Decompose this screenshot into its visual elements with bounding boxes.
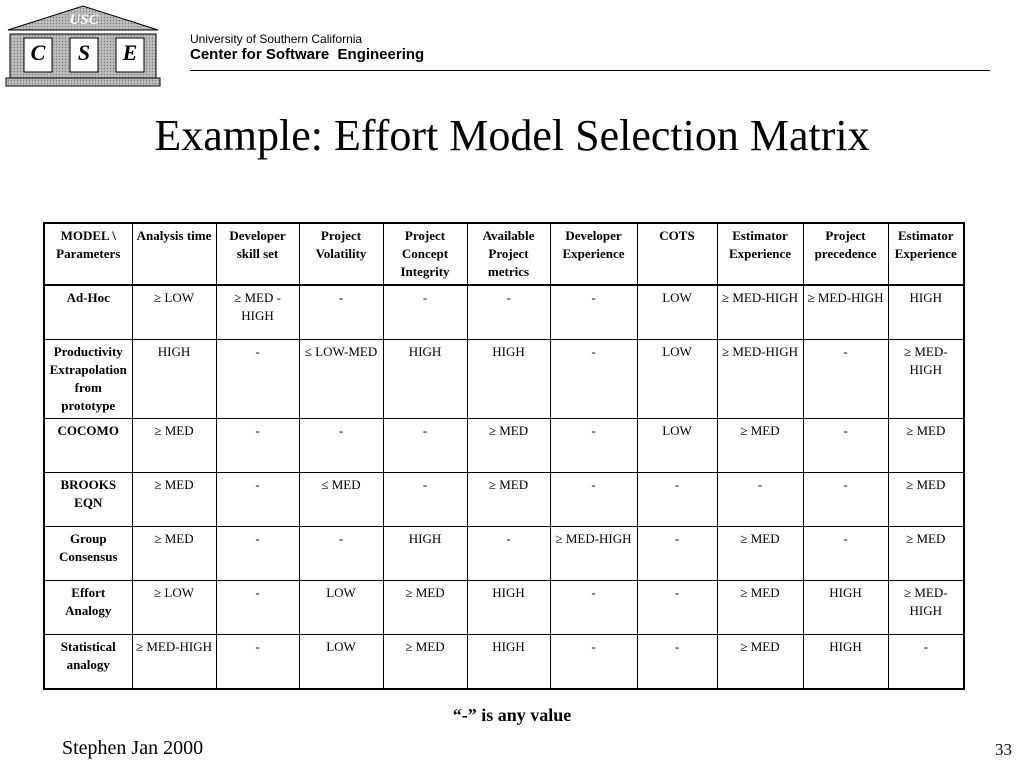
- table-row: [44, 340, 964, 419]
- table-cell: HIGH: [383, 527, 467, 581]
- table-row: [44, 527, 964, 581]
- logo-letter-c: C: [30, 40, 46, 65]
- organization-block: [190, 32, 424, 64]
- header-available-project-metrics: Available Project metrics: [467, 223, 550, 285]
- logo-letter-e: E: [122, 40, 138, 65]
- table-cell: -: [216, 635, 299, 690]
- table-cell: -: [550, 285, 637, 340]
- row-model: Ad-Hoc: [44, 285, 132, 340]
- table-row: [44, 419, 964, 473]
- table-cell: ≥ MED-HIGH: [717, 285, 803, 340]
- page-number: 33: [995, 740, 1012, 759]
- logo-letter-s: S: [77, 40, 91, 65]
- table-cell: -: [637, 581, 717, 635]
- table-cell: -: [550, 581, 637, 635]
- table-cell: -: [383, 419, 467, 473]
- table-cell: -: [803, 419, 888, 473]
- table-cell: -: [803, 340, 888, 419]
- table-cell: -: [467, 285, 550, 340]
- table-cell: ≥ MED: [888, 473, 964, 527]
- table-cell: ≥ LOW: [132, 285, 216, 340]
- table-cell: HIGH: [467, 340, 550, 419]
- table-cell: -: [550, 635, 637, 690]
- table-cell: ≥ MED: [717, 635, 803, 690]
- header-row: [44, 223, 964, 285]
- university-name: University of Southern California: [190, 32, 363, 46]
- table-cell: ≥ MED-HIGH: [717, 340, 803, 419]
- table-cell: ≥ MED - HIGH: [216, 285, 299, 340]
- table-cell: ≥ MED-HIGH: [803, 285, 888, 340]
- row-model: Effort Analogy: [44, 581, 132, 635]
- table-cell: -: [216, 581, 299, 635]
- table-cell: -: [383, 285, 467, 340]
- table-cell: ≥ LOW: [132, 581, 216, 635]
- table-cell: HIGH: [888, 285, 964, 340]
- table-cell: -: [637, 635, 717, 690]
- table-cell: -: [216, 473, 299, 527]
- table-cell: ≤ MED: [299, 473, 383, 527]
- table-cell: ≥ MED: [383, 635, 467, 690]
- table-cell: -: [550, 419, 637, 473]
- table-cell: ≥ MED: [888, 419, 964, 473]
- header-analysis-time: Analysis time: [132, 223, 216, 285]
- header-divider: [190, 70, 990, 71]
- table-cell: ≥ MED-HIGH: [550, 527, 637, 581]
- header-model: MODEL \ Parameters: [44, 223, 132, 285]
- table-cell: ≤ LOW-MED: [299, 340, 383, 419]
- table-row: [44, 285, 964, 340]
- table-cell: ≥ MED: [132, 527, 216, 581]
- row-model: Statistical analogy: [44, 635, 132, 690]
- table-cell: ≥ MED-HIGH: [888, 581, 964, 635]
- table-cell: LOW: [299, 581, 383, 635]
- table-cell: LOW: [637, 340, 717, 419]
- header-project-precedence: Project precedence: [803, 223, 888, 285]
- center-name: Center for Software Engineering: [190, 46, 425, 63]
- table-cell: -: [299, 285, 383, 340]
- table-row: [44, 581, 964, 635]
- row-model: BROOKS EQN: [44, 473, 132, 527]
- table-cell: HIGH: [383, 340, 467, 419]
- logo-top-text: USC: [69, 12, 99, 28]
- table-row: [44, 635, 964, 690]
- table-cell: ≥ MED: [383, 581, 467, 635]
- table-cell: HIGH: [467, 581, 550, 635]
- header-developer-experience: Developer Experience: [550, 223, 637, 285]
- row-model: Productivity Extrapolation from prototype: [44, 340, 132, 419]
- table-cell: LOW: [299, 635, 383, 690]
- header-project-volatility: Project Volatility: [299, 223, 383, 285]
- table-cell: ≥ MED: [717, 419, 803, 473]
- table-cell: ≥ MED: [132, 473, 216, 527]
- table-cell: ≥ MED: [888, 527, 964, 581]
- table-cell: LOW: [637, 285, 717, 340]
- table-cell: -: [383, 473, 467, 527]
- table-cell: -: [299, 527, 383, 581]
- table-cell: ≥ MED: [467, 473, 550, 527]
- table-cell: -: [717, 473, 803, 527]
- row-model: COCOMO: [44, 419, 132, 473]
- table-cell: -: [216, 419, 299, 473]
- header-cots: COTS: [637, 223, 717, 285]
- legend-note: “-” is any value: [452, 705, 572, 725]
- table-cell: -: [888, 635, 964, 690]
- table-cell: ≥ MED: [467, 419, 550, 473]
- table-cell: HIGH: [803, 581, 888, 635]
- table-cell: -: [299, 419, 383, 473]
- footer-author: Stephen Jan 2000: [62, 737, 204, 759]
- selection-matrix: [43, 222, 965, 690]
- table-cell: -: [803, 527, 888, 581]
- table-cell: -: [216, 527, 299, 581]
- table-cell: ≥ MED-HIGH: [132, 635, 216, 690]
- table-cell: HIGH: [803, 635, 888, 690]
- table-cell: HIGH: [467, 635, 550, 690]
- table-cell: -: [637, 473, 717, 527]
- row-model: Group Consensus: [44, 527, 132, 581]
- table-cell: -: [803, 473, 888, 527]
- table-cell: ≥ MED: [717, 527, 803, 581]
- table-cell: -: [637, 527, 717, 581]
- table-cell: HIGH: [132, 340, 216, 419]
- table-cell: -: [550, 340, 637, 419]
- slide-title: Example: Effort Model Selection Matrix: [154, 111, 870, 160]
- table-cell: ≥ MED: [132, 419, 216, 473]
- header-estimator-experience: Estimator Experience: [717, 223, 803, 285]
- header-project-concept-integrity: Project Concept Integrity: [383, 223, 467, 285]
- header-estimator-experience-2: Estimator Experience: [888, 223, 964, 285]
- table-cell: -: [550, 473, 637, 527]
- header-developer-skill-set: Developer skill set: [216, 223, 299, 285]
- table-cell: -: [467, 527, 550, 581]
- table-cell: ≥ MED: [717, 581, 803, 635]
- table-cell: -: [216, 340, 299, 419]
- table-cell: ≥ MED-HIGH: [888, 340, 964, 419]
- table-cell: LOW: [637, 419, 717, 473]
- table-row: [44, 473, 964, 527]
